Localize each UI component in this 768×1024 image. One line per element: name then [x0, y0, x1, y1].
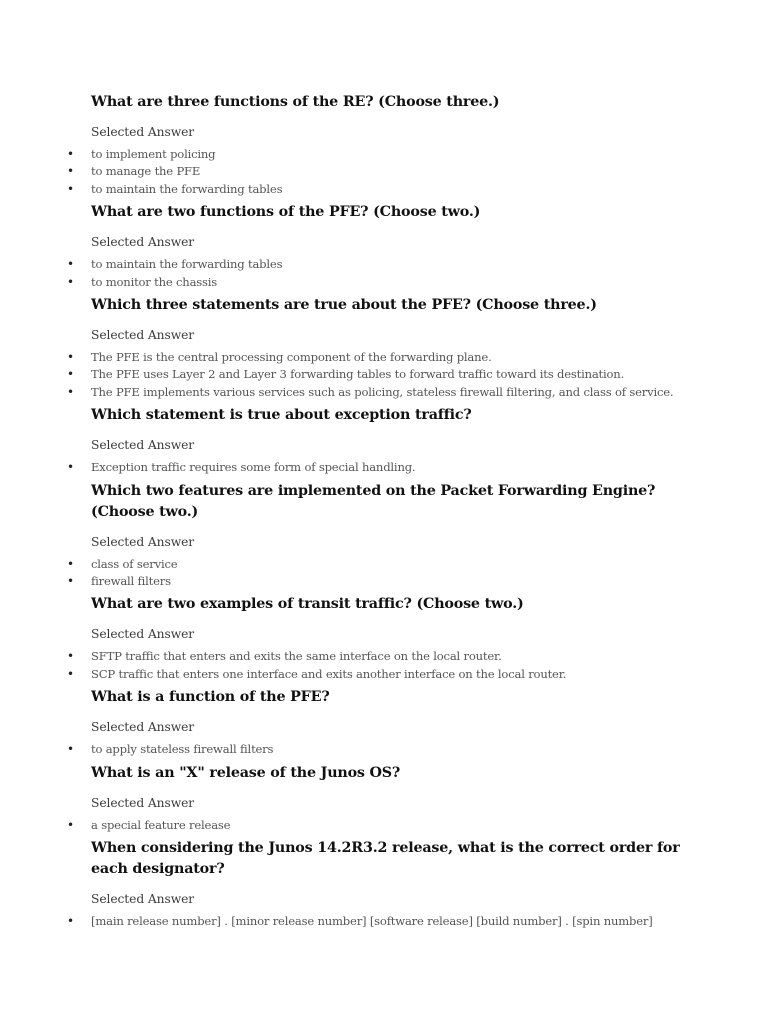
- question-text: What are three functions of the RE? (Choose three.): [91, 94, 500, 110]
- question-block: [0, 401, 768, 476]
- answer-text: to monitor the chassis: [91, 274, 218, 289]
- question-text: Which two features are implemented on the Packet Forwarding Engine? (Choose two.): [91, 482, 656, 520]
- bullet-icon: •: [67, 350, 74, 365]
- answer-list: [67, 648, 688, 683]
- selected-answer-label: Selected Answer: [91, 627, 195, 642]
- answer-item: [67, 573, 688, 590]
- answer-list: [67, 256, 688, 291]
- question-text: What is an "X" release of the Junos OS?: [91, 764, 401, 781]
- question-text: When considering the Junos 14.2R3.2 release, what is the correct order for each designator?: [91, 840, 680, 878]
- answer-item: [67, 666, 688, 683]
- answer-item: [67, 741, 688, 758]
- answer-item: [67, 366, 688, 383]
- answer-text: class of service: [91, 556, 178, 571]
- question-block: [0, 590, 768, 683]
- bullet-icon: •: [67, 666, 74, 681]
- answer-list: [67, 556, 688, 591]
- question-text: Which three statements are true about the PFE? (Choose three.): [91, 297, 597, 314]
- answer-list: [67, 913, 688, 930]
- answer-text: The PFE implements various services such as policing, stateless firewall filtering, and class of service.: [91, 384, 674, 399]
- answer-list: [67, 349, 688, 401]
- answer-text: a special feature release: [91, 817, 231, 832]
- bullet-icon: •: [67, 817, 74, 832]
- question-block: [0, 477, 768, 591]
- answer-text: SFTP traffic that enters and exits the same interface on the local router.: [91, 649, 502, 664]
- selected-answer-label: Selected Answer: [91, 328, 195, 343]
- answer-text: The PFE uses Layer 2 and Layer 3 forwarding tables to forward traffic toward its destination.: [91, 367, 625, 382]
- question-block: [0, 834, 768, 930]
- answer-list: [67, 459, 688, 476]
- answer-list: [67, 741, 688, 758]
- answer-item: [67, 384, 688, 401]
- answer-text: [main release number] . [minor release number] [software release] [build number] . [spin number]: [91, 914, 653, 929]
- answer-item: [67, 913, 688, 930]
- answer-item: [67, 274, 688, 291]
- selected-answer-label: Selected Answer: [91, 534, 195, 549]
- selected-answer-label: Selected Answer: [91, 438, 195, 453]
- bullet-icon: •: [67, 460, 74, 475]
- answer-text: to implement policing: [91, 147, 216, 161]
- question-text: What is a function of the PFE?: [91, 689, 330, 706]
- answer-item: [67, 648, 688, 665]
- answer-item: [67, 146, 688, 163]
- bullet-icon: •: [67, 384, 74, 399]
- answer-text: to maintain the forwarding tables: [91, 257, 283, 272]
- question-block: [0, 88, 768, 198]
- bullet-icon: •: [67, 147, 74, 161]
- answer-text: SCP traffic that enters one interface and exits another interface on the local router.: [91, 666, 567, 681]
- answer-item: [67, 181, 688, 198]
- question-text: Which statement is true about exception traffic?: [91, 407, 472, 424]
- bullet-icon: •: [67, 742, 74, 757]
- answer-item: [67, 349, 688, 366]
- bullet-icon: •: [67, 574, 74, 589]
- bullet-icon: •: [67, 914, 74, 929]
- selected-answer-label: Selected Answer: [91, 795, 195, 810]
- bullet-icon: •: [67, 649, 74, 664]
- question-text: What are two examples of transit traffic? (Choose two.): [91, 596, 524, 613]
- bullet-icon: •: [67, 257, 74, 272]
- question-block: [0, 198, 768, 291]
- answer-item: [67, 817, 688, 834]
- bullet-icon: •: [67, 274, 74, 289]
- selected-answer-label: Selected Answer: [91, 720, 195, 735]
- question-block: [0, 683, 768, 758]
- answer-item: [67, 556, 688, 573]
- selected-answer-label: Selected Answer: [91, 235, 195, 250]
- question-text: What are two functions of the PFE? (Choose two.): [91, 204, 481, 221]
- answer-text: The PFE is the central processing component of the forwarding plane.: [91, 350, 492, 365]
- question-block: [0, 759, 768, 834]
- answer-list: [67, 146, 688, 198]
- bullet-icon: •: [67, 181, 74, 196]
- answer-item: [67, 163, 688, 180]
- answer-text: firewall filters: [91, 574, 171, 589]
- selected-answer-label: Selected Answer: [91, 125, 195, 139]
- bullet-icon: •: [67, 164, 74, 179]
- selected-answer-label: Selected Answer: [91, 892, 195, 907]
- quiz-results-document: [0, 88, 768, 931]
- answer-text: to maintain the forwarding tables: [91, 181, 283, 196]
- answer-item: [67, 256, 688, 273]
- bullet-icon: •: [67, 367, 74, 382]
- bullet-icon: •: [67, 556, 74, 571]
- answer-list: [67, 817, 688, 834]
- answer-text: to manage the PFE: [91, 164, 201, 179]
- answer-item: [67, 459, 688, 476]
- answer-text: to apply stateless firewall filters: [91, 742, 274, 757]
- question-block: [0, 291, 768, 401]
- answer-text: Exception traffic requires some form of special handling.: [91, 460, 416, 475]
